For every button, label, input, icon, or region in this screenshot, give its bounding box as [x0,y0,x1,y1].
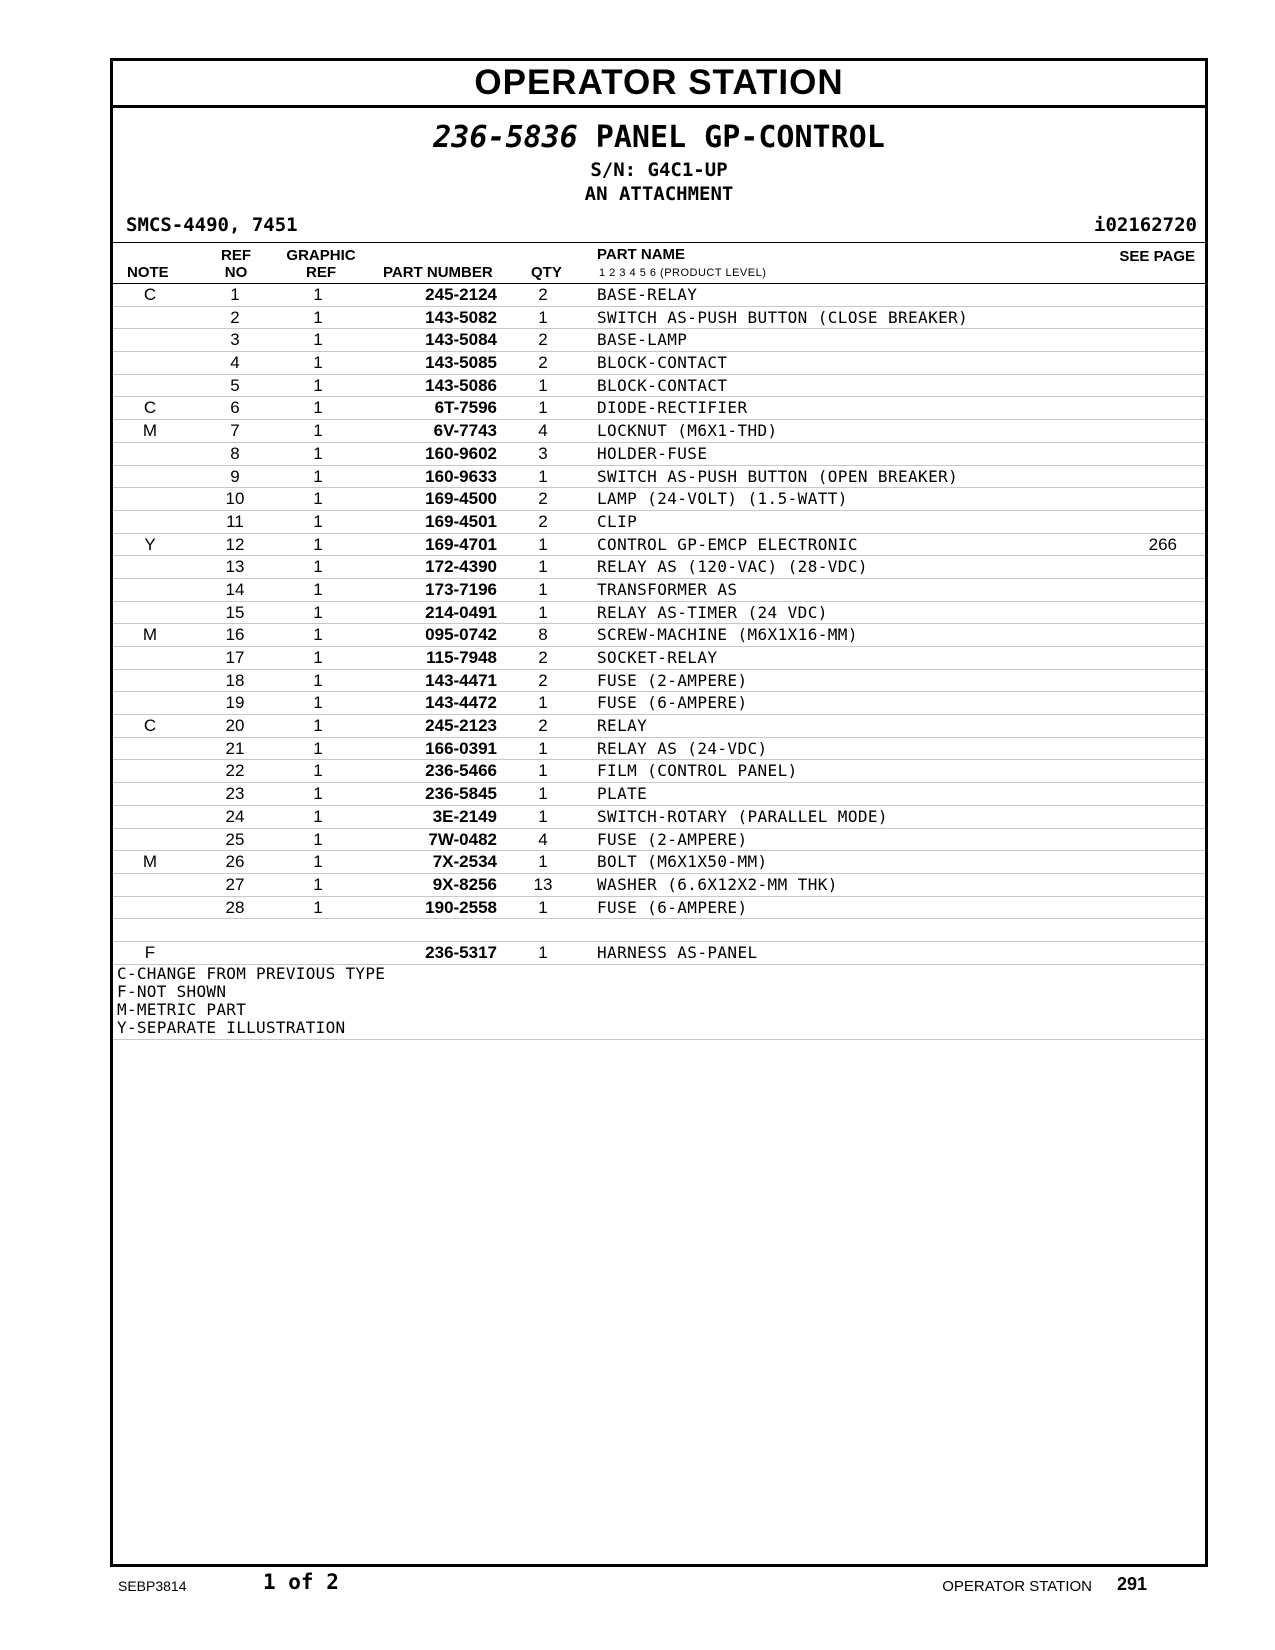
cell-note: C [143,398,157,418]
cell-part-name: LOCKNUT (M6X1-THD) [597,421,778,441]
cell-ref-no: 10 [225,489,245,509]
table-row [113,534,1205,557]
cell-graphic-ref: 1 [313,648,323,667]
cell-ref-no: 25 [225,829,245,849]
cell-part-number: 7W-0482 [428,829,497,849]
cell-graphic-ref: 1 [313,829,323,849]
cell-part-number: 143-5086 [425,375,497,395]
cell-graphic-ref: 1 [313,806,323,826]
cell-qty: 1 [538,852,548,872]
cell-ref-no: 26 [225,852,245,872]
cell-part-name: SWITCH-ROTARY (PARALLEL MODE) [597,806,888,826]
table-row [113,851,1205,874]
cell-qty: 1 [538,806,548,826]
cell-part-name: SOCKET-RELAY [597,648,718,667]
cell-qty: 2 [538,511,548,531]
cell-part-name: LAMP (24-VOLT) (1.5-WATT) [597,489,848,509]
cell-ref-no: 28 [225,897,245,917]
document-id: i02162720 [1094,214,1197,236]
cell-ref-no: 12 [225,534,245,554]
cell-note: M [142,852,158,872]
page-footer [0,1568,1275,1608]
table-row [113,420,1205,443]
cell-graphic-ref: 1 [313,557,323,577]
cell-qty: 1 [538,897,548,917]
cell-qty: 3 [538,443,548,463]
cell-part-number: 245-2123 [425,716,497,736]
cell-part-name: RELAY AS-TIMER (24 VDC) [597,602,828,622]
cell-ref-no: 21 [225,738,245,758]
cell-graphic-ref: 1 [313,375,323,395]
cell-part-number: 143-5085 [425,353,497,373]
cell-qty: 1 [538,693,548,713]
cell-part-name: DIODE-RECTIFIER [597,398,748,418]
table-row [113,692,1205,715]
table-row [113,829,1205,852]
column-headers [113,243,1205,284]
cell-part-name: PLATE [597,784,648,804]
col-see-page: SEE PAGE [1119,248,1195,265]
cell-ref-no: 24 [225,806,245,826]
cell-part-number: 236-5466 [425,761,497,781]
cell-ref-no: 9 [230,466,240,486]
cell-part-number: 190-2558 [425,897,497,917]
cell-part-number: 6V-7743 [433,421,497,441]
page-of: 1 of 2 [263,1570,339,1594]
cell-graphic-ref: 1 [313,489,323,509]
cell-qty: 2 [538,285,548,304]
table-row [113,556,1205,579]
cell-part-name: FUSE (2-AMPERE) [597,670,748,690]
parts-page-frame [110,58,1208,1567]
cell-part-name: SWITCH AS-PUSH BUTTON (OPEN BREAKER) [597,466,959,486]
cell-part-number: 236-5317 [425,942,497,962]
cell-graphic-ref: 1 [313,784,323,804]
col-product-level: 1 2 3 4 5 6 (PRODUCT LEVEL) [599,267,767,279]
legend-item: F-NOT SHOWN [117,981,227,1001]
cell-part-name: RELAY AS (120-VAC) (28-VDC) [597,557,868,577]
title-bar [113,61,1205,108]
table-row [113,466,1205,489]
table-row [113,329,1205,352]
cell-part-name: FUSE (6-AMPERE) [597,693,748,713]
cell-graphic-ref: 1 [313,852,323,872]
table-row [113,897,1205,920]
cell-part-number: 166-0391 [425,738,497,758]
cell-graphic-ref: 1 [313,353,323,373]
cell-part-number: 9X-8256 [432,874,497,894]
table-row [113,443,1205,466]
table-row [113,284,1205,307]
serial-number: S/N: G4C1-UP [590,159,728,181]
table-row [113,602,1205,625]
cell-qty: 2 [538,648,548,667]
cell-graphic-ref: 1 [313,307,323,327]
cell-qty: 4 [538,829,548,849]
table-row [113,738,1205,761]
table-row [113,624,1205,647]
cell-ref-no: 6 [230,398,240,418]
cell-qty: 2 [538,716,548,736]
col-ref-no: REF NO [221,247,251,281]
cell-graphic-ref: 1 [313,670,323,690]
cell-graphic-ref: 1 [313,285,323,304]
table-row [113,579,1205,602]
cell-part-name: TRANSFORMER AS [597,579,738,599]
cell-part-number: 169-4701 [425,534,497,554]
cell-ref-no: 16 [225,625,245,645]
cell-part-name: RELAY AS (24-VDC) [597,738,768,758]
cell-note: C [143,285,157,304]
cell-qty: 1 [538,398,548,418]
cell-part-name: FUSE (2-AMPERE) [597,829,748,849]
doc-code: SEBP3814 [118,1578,187,1594]
cell-part-name: CONTROL GP-EMCP ELECTRONIC [597,534,858,554]
smcs-code: SMCS-4490, 7451 [126,214,298,236]
cell-graphic-ref: 1 [313,511,323,531]
cell-ref-no: 27 [225,874,245,894]
cell-note: C [143,716,157,736]
cell-note: F [144,942,156,962]
table-row [113,715,1205,738]
cell-graphic-ref: 1 [313,534,323,554]
cell-qty: 1 [538,557,548,577]
table-row [113,375,1205,398]
cell-part-name: BOLT (M6X1X50-MM) [597,852,768,872]
table-row [113,942,1205,965]
cell-part-name: BLOCK-CONTACT [597,375,728,395]
parts-table [113,284,1205,965]
cell-graphic-ref: 1 [313,421,323,441]
cell-graphic-ref: 1 [313,738,323,758]
cell-ref-no: 23 [225,784,245,804]
cell-qty: 1 [538,466,548,486]
cell-part-number: 143-4471 [425,670,497,690]
cell-part-name: CLIP [597,511,638,531]
col-part-number: PART NUMBER [383,264,493,281]
section-title: OPERATOR STATION [474,63,844,102]
assembly-header [113,118,1205,206]
cell-graphic-ref: 1 [313,330,323,350]
cell-ref-no: 3 [230,330,240,350]
cell-qty: 1 [538,307,548,327]
cell-part-number: 245-2124 [425,285,497,304]
cell-part-number: 095-0742 [425,625,497,645]
cell-part-number: 143-4472 [425,693,497,713]
cell-part-name: BASE-RELAY [597,285,698,304]
cell-part-number: 236-5845 [425,784,497,804]
attachment-label: AN ATTACHMENT [584,183,734,205]
cell-qty: 13 [533,874,553,894]
cell-ref-no: 14 [225,579,245,599]
cell-part-number: 160-9633 [425,466,497,486]
table-row [113,806,1205,829]
footer-section: OPERATOR STATION [942,1578,1092,1595]
cell-qty: 1 [538,579,548,599]
cell-part-number: 7X-2534 [432,852,497,872]
assembly-part-number: 236-5836 [433,120,578,155]
cell-graphic-ref: 1 [313,443,323,463]
cell-part-name: FILM (CONTROL PANEL) [597,761,798,781]
cell-part-name: BLOCK-CONTACT [597,353,728,373]
cell-part-number: 3E-2149 [432,806,497,826]
cell-part-name: HARNESS AS-PANEL [597,942,758,962]
cell-ref-no: 17 [225,648,245,667]
cell-part-number: 6T-7596 [434,398,497,418]
legend-item: M-METRIC PART [117,999,247,1019]
cell-ref-no: 1 [230,285,240,304]
cell-graphic-ref: 1 [313,602,323,622]
cell-qty: 1 [538,602,548,622]
cell-ref-no: 2 [230,307,240,327]
cell-part-number: 169-4500 [425,489,497,509]
cell-part-number: 172-4390 [425,557,497,577]
cell-ref-no: 13 [225,557,245,577]
table-row [113,307,1205,330]
cell-part-name: BASE-LAMP [597,330,688,350]
table-row [113,488,1205,511]
table-row [113,783,1205,806]
cell-see-page: 266 [1148,534,1177,554]
cell-part-number: 143-5084 [425,330,497,350]
cell-graphic-ref: 1 [313,625,323,645]
cell-part-name: WASHER (6.6X12X2-MM THK) [597,874,838,894]
cell-qty: 1 [538,942,548,962]
cell-graphic-ref: 1 [313,716,323,736]
legend-item: C-CHANGE FROM PREVIOUS TYPE [117,963,386,983]
table-row [113,670,1205,693]
assembly-part-name: PANEL GP-CONTROL [595,120,885,155]
col-qty: QTY [531,264,562,281]
cell-graphic-ref: 1 [313,874,323,894]
cell-ref-no: 4 [230,353,240,373]
cell-qty: 2 [538,330,548,350]
notes-legend [113,965,1205,1040]
cell-ref-no: 20 [225,716,245,736]
table-row [113,511,1205,534]
table-row [113,919,1205,942]
cell-ref-no: 11 [226,511,244,531]
cell-qty: 1 [538,375,548,395]
cell-graphic-ref: 1 [313,693,323,713]
cell-ref-no: 7 [230,421,240,441]
cell-graphic-ref: 1 [313,761,323,781]
table-row [113,760,1205,783]
cell-part-number: 173-7196 [425,579,497,599]
cell-graphic-ref: 1 [313,897,323,917]
cell-qty: 2 [538,489,548,509]
cell-part-number: 214-0491 [425,602,497,622]
cell-note: Y [144,534,156,554]
cell-ref-no: 15 [225,602,245,622]
table-row [113,397,1205,420]
cell-graphic-ref: 1 [313,579,323,599]
cell-qty: 2 [538,353,548,373]
legend-item: Y-SEPARATE ILLUSTRATION [117,1017,346,1037]
cell-qty: 4 [538,421,548,441]
cell-note: M [142,421,158,441]
cell-qty: 1 [538,738,548,758]
cell-part-number: 115-7948 [426,648,497,667]
table-row [113,874,1205,897]
cell-part-name: HOLDER-FUSE [597,443,708,463]
cell-qty: 1 [538,784,548,804]
cell-qty: 2 [538,670,548,690]
cell-part-name: SWITCH AS-PUSH BUTTON (CLOSE BREAKER) [597,307,969,327]
col-note: NOTE [127,264,169,281]
cell-qty: 1 [538,534,548,554]
cell-part-name: RELAY [597,716,648,736]
page-number: 291 [1116,1574,1147,1594]
col-part-name: PART NAME [597,246,686,263]
cell-ref-no: 8 [230,443,240,463]
table-row [113,647,1205,670]
cell-part-name: SCREW-MACHINE (M6X1X16-MM) [597,625,858,645]
cell-graphic-ref: 1 [313,398,323,418]
cell-note: M [142,625,158,645]
cell-qty: 1 [538,761,548,781]
smcs-row [113,212,1205,243]
table-row [113,352,1205,375]
cell-part-number: 160-9602 [425,443,497,463]
cell-part-number: 143-5082 [425,307,497,327]
cell-ref-no: 5 [230,375,240,395]
cell-ref-no: 19 [225,693,245,713]
cell-ref-no: 22 [225,761,245,781]
cell-part-name: FUSE (6-AMPERE) [597,897,748,917]
col-graphic-ref: GRAPHIC REF [286,247,356,281]
cell-part-number: 169-4501 [425,511,497,531]
cell-graphic-ref: 1 [313,466,323,486]
cell-ref-no: 18 [225,670,245,690]
cell-qty: 8 [538,625,548,645]
